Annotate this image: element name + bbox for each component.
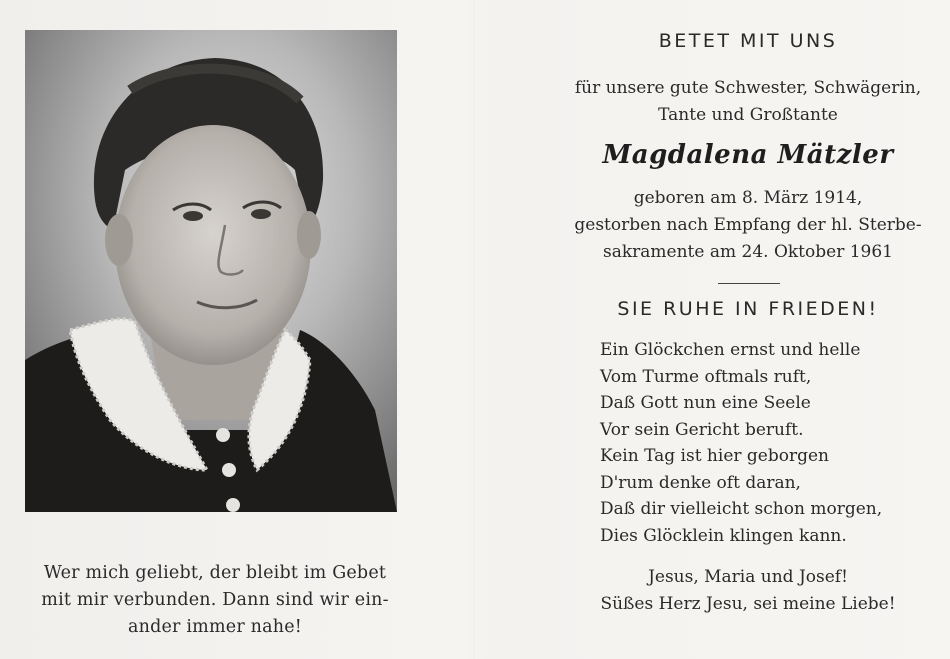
poem-line: Dies Glöcklein klingen kann. [600,525,847,546]
closing-line: Süßes Herz Jesu, sei meine Liebe! [600,594,896,614]
poem-line: Daß Gott nun eine Seele [600,393,811,413]
portrait-photo [25,30,397,512]
card-fold [474,0,476,659]
poem-line: Ein Glöckchen ernst und helle [600,340,861,360]
date-line: gestorben nach Empfang der hl. Sterbe- [574,215,922,235]
intro-line: Tante und Großtante [658,105,838,125]
intro-text [548,75,948,129]
date-line: sakramente am 24. Oktober 1961 [603,242,893,262]
deceased-name: Magdalena Mätzler [602,140,894,170]
poem-line: Daß dir vielleicht schon morgen, [600,499,883,519]
poem-line: D'rum denke oft daran, [600,472,801,493]
left-verse-line: Wer mich geliebt, der bleibt im Gebet [43,563,387,583]
poem-line: Vor sein Gericht beruft. [600,419,804,440]
closing-prayer [548,564,948,618]
heading-betet: BETET MIT UNS [658,30,838,52]
left-verse-line: ander immer nahe! [127,617,303,637]
dates-text [548,185,948,266]
poem-line: Kein Tag ist hier geborgen [600,446,829,466]
left-verse-line: mit mir verbunden. Dann sind wir ein- [41,590,389,610]
intro-line: für unsere gute Schwester, Schwägerin, [574,78,922,98]
poem-line: Vom Turme oftmals ruft, [600,366,812,387]
date-line: geboren am 8. März 1914, [633,188,863,208]
divider-line [718,283,780,284]
poem [600,337,940,549]
left-verse [12,560,418,641]
closing-line: Jesus, Maria und Josef! [648,567,848,587]
heading-ruhe: SIE RUHE IN FRIEDEN! [617,298,879,320]
